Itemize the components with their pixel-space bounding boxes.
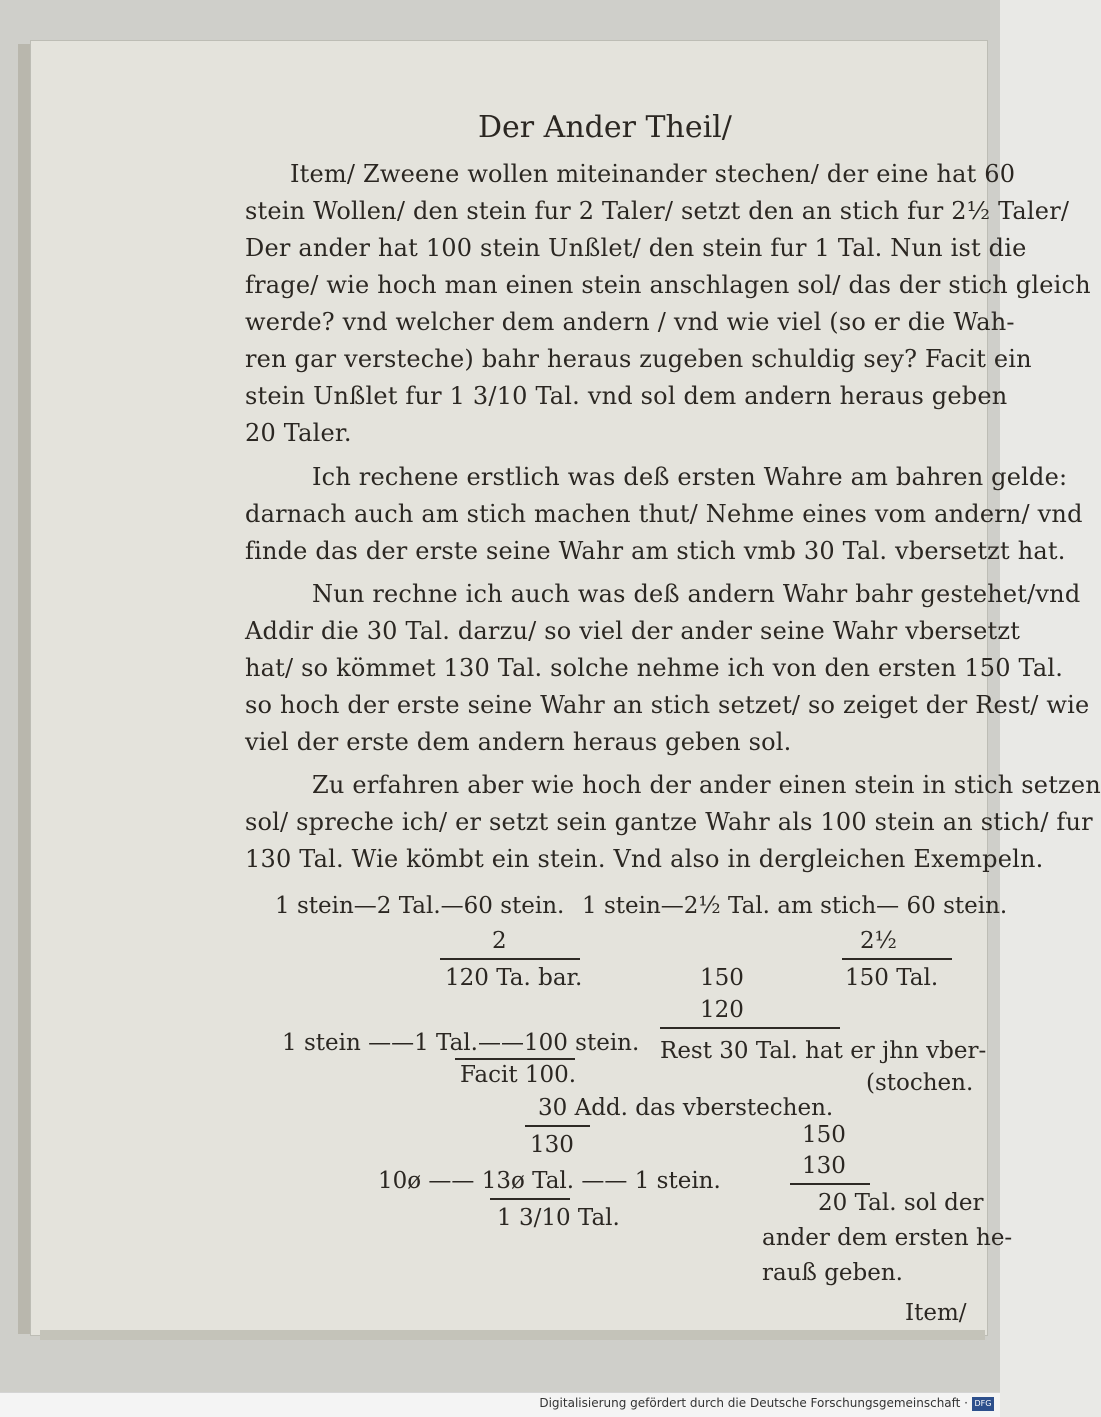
- footer-bar: [0, 1392, 1000, 1417]
- calc-product: 120 Ta. bar.: [445, 965, 583, 991]
- paragraph4-line: 130 Tal. Wie kömbt ein stein. Vnd also in dergleichen Exempeln.: [245, 845, 1044, 873]
- page-edge-bottom: [40, 1330, 985, 1340]
- paragraph1-line: stein Wollen/ den stein fur 2 Taler/ setzt den an stich fur 2½ Taler/: [245, 197, 1070, 225]
- paragraph1-line: Item/ Zweene wollen miteinander stechen/ der eine hat 60: [290, 160, 1016, 188]
- calc-number: 150: [802, 1122, 846, 1148]
- calc-result-line: ander dem ersten he-: [762, 1225, 1013, 1251]
- calc-rule-line: [660, 1027, 840, 1029]
- calc-sum: 130: [530, 1132, 574, 1158]
- paragraph2-line: finde das der erste seine Wahr am stich vmb 30 Tal. vbersetzt hat.: [245, 537, 1066, 565]
- calc-rest-continued: (stochen.: [866, 1070, 974, 1096]
- calc-result: 1 3/10 Tal.: [497, 1205, 620, 1231]
- running-header: Der Ander Theil/: [478, 110, 732, 145]
- calc-rule-line: [455, 1058, 575, 1060]
- paragraph1-line: ren gar versteche) bahr heraus zugeben schuldig sey? Facit ein: [245, 345, 1032, 373]
- calc-multiplier: 2½: [860, 928, 897, 954]
- catchword: Item/: [905, 1300, 967, 1326]
- paragraph4-line: sol/ spreche ich/ er setzt sein gantze Wahr als 100 stein an stich/ fur: [245, 808, 1093, 836]
- calc-rule-line: [440, 958, 580, 960]
- calc-rule-second: 1 stein ——1 Tal.——100 stein.: [282, 1030, 640, 1056]
- calc-facit: Facit 100.: [460, 1062, 577, 1088]
- calc-rule-line: [790, 1183, 870, 1185]
- paragraph1-line: frage/ wie hoch man einen stein anschlagen sol/ das der stich gleich: [245, 271, 1091, 299]
- calc-rule-line: [842, 958, 952, 960]
- paragraph4-line: Zu erfahren aber wie hoch der ander einen stein in stich setzen: [312, 771, 1101, 799]
- calc-rest: Rest 30 Tal. hat er jhn vber-: [660, 1038, 987, 1064]
- calc-number: 120: [700, 997, 744, 1023]
- calc-number: 130: [802, 1153, 846, 1179]
- paragraph3-line: viel der erste dem andern heraus geben sol.: [245, 728, 792, 756]
- paragraph2-line: darnach auch am stich machen thut/ Nehme eines vom andern/ vnd: [245, 500, 1083, 528]
- footer-credit: Digitalisierung gefördert durch die Deutsche Forschungsgemeinschaft ·: [539, 1396, 968, 1410]
- paragraph3-line: Nun rechne ich auch was deß andern Wahr bahr gestehet/vnd: [312, 580, 1081, 608]
- calc-rule-of-three: 10ø —— 13ø Tal. —— 1 stein.: [378, 1168, 721, 1194]
- calc-rule-line: [490, 1198, 570, 1200]
- paragraph3-line: hat/ so kömmet 130 Tal. solche nehme ich von den ersten 150 Tal.: [245, 654, 1064, 682]
- calc-rule-line: [525, 1125, 590, 1127]
- calc-rule-left: 1 stein—2 Tal.—60 stein.: [275, 893, 565, 919]
- calc-result-line: rauß geben.: [762, 1260, 903, 1286]
- paragraph1-line: stein Unßlet fur 1 3/10 Tal. vnd sol dem andern heraus geben: [245, 382, 1008, 410]
- paragraph1-line: werde? vnd welcher dem andern / vnd wie viel (so er die Wah-: [245, 308, 1015, 336]
- paragraph3-line: Addir die 30 Tal. darzu/ so viel der ander seine Wahr vbersetzt: [245, 617, 1021, 645]
- calc-multiplier: 2: [492, 928, 507, 954]
- calc-rule-right: 1 stein—2½ Tal. am stich— 60 stein.: [582, 893, 1008, 919]
- paragraph1-line: Der ander hat 100 stein Unßlet/ den stein fur 1 Tal. Nun ist die: [245, 234, 1027, 262]
- paragraph1-line: 20 Taler.: [245, 419, 352, 447]
- calc-number: 150: [700, 965, 744, 991]
- calc-product: 150 Tal.: [845, 965, 939, 991]
- paragraph3-line: so hoch der erste seine Wahr an stich setzet/ so zeiget der Rest/ wie: [245, 691, 1090, 719]
- paragraph2-line: Ich rechene erstlich was deß ersten Wahre am bahren gelde:: [312, 463, 1068, 491]
- calc-addition: 30 Add. das vberstechen.: [538, 1095, 834, 1121]
- dfg-logo-icon: DFG: [972, 1397, 994, 1411]
- calc-result-line: 20 Tal. sol der: [818, 1190, 984, 1216]
